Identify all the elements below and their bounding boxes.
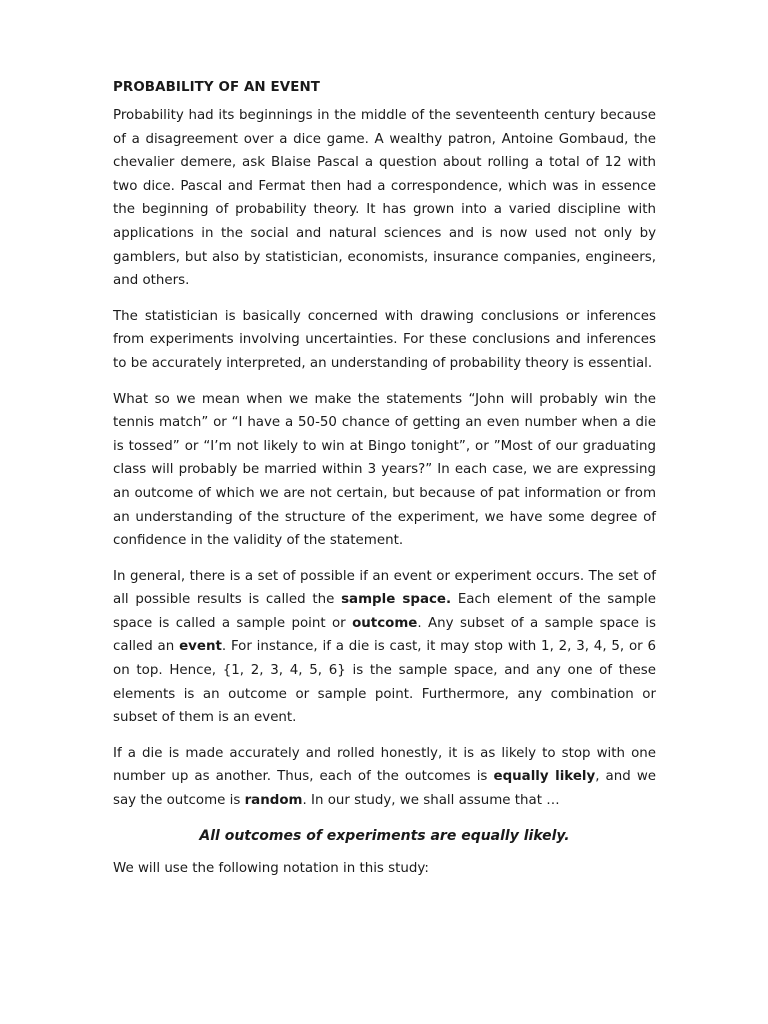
paragraph-statements: What so we mean when we make the statements “John will probably win the tennis match” or “I have a 50-50 chance of getting an even number when a die is tossed” or “I’m not likely to win at Bingo tonight”, or ”Most of our graduating class will probably be married within 3 years?” In each case, we are expressing an outcome of which we are not certain, but because of pat information or from an understanding of the structure of the experiment, we have some degree of confidence in the validity of the statement.: [113, 391, 656, 549]
text-segment: In general, there is a set of possible if an event or experiment occurs. The set of all possible results is called the: [113, 568, 656, 608]
term-event: event: [179, 639, 222, 655]
paragraph-history: Probability had its beginnings in the middle of the seventeenth century because of a disagreement over a dice game. A wealthy patron, Antoine Gombaud, the chevalier demere, ask Blaise Pascal a question about rolling a total of 12 with two dice. Pascal and Fermat then had a correspondence, which was in essence the beginning of probability theory. It has grown into a varied discipline with applications in the social and natural sciences and is now used not only by gamblers, but also by statistician, economists, insurance companies, engineers, and others.: [113, 108, 656, 289]
text-segment: . For instance, if a die is cast, it may stop with 1, 2, 3, 4, 5, or 6 on top. Hence, {1, 2, 3, 4, 5, 6} is the sample space, and any one of these elements is an outcome or sample point. Furthermore, any combination or subset of them is an event.: [113, 639, 657, 726]
document-title: PROBABILITY OF AN EVENT: [113, 80, 320, 95]
document-page: [113, 70, 656, 880]
paragraph-notation: We will use the following notation in this study:: [113, 860, 429, 876]
text-segment: . Any subset of a sample space is called an: [113, 615, 656, 655]
term-outcome: outcome: [352, 615, 418, 631]
paragraph-statistician: The statistician is basically concerned with drawing conclusions or inferences from experiments involving uncertainties. For these conclusions and inferences to be accurately interpreted, an understanding of probability theory is essential.: [113, 308, 656, 371]
text-segment: . In our study, we shall assume that …: [302, 793, 560, 809]
term-equally-likely: equally likely: [493, 769, 596, 785]
emphasized-statement: All outcomes of experiments are equally likely.: [199, 827, 570, 844]
term-sample-space: sample space.: [341, 592, 452, 608]
text-segment: If a die is made accurately and rolled honestly, it is as likely to stop with one number up as another. Thus, each of the outcomes is: [113, 745, 656, 785]
paragraph-equally-likely: [113, 742, 656, 813]
text-segment: Each element of the sample space is called a sample point or: [113, 592, 656, 631]
term-random: random: [244, 793, 303, 809]
paragraph-sample-space: [113, 565, 656, 730]
text-segment: , and we say the outcome is: [113, 769, 657, 809]
